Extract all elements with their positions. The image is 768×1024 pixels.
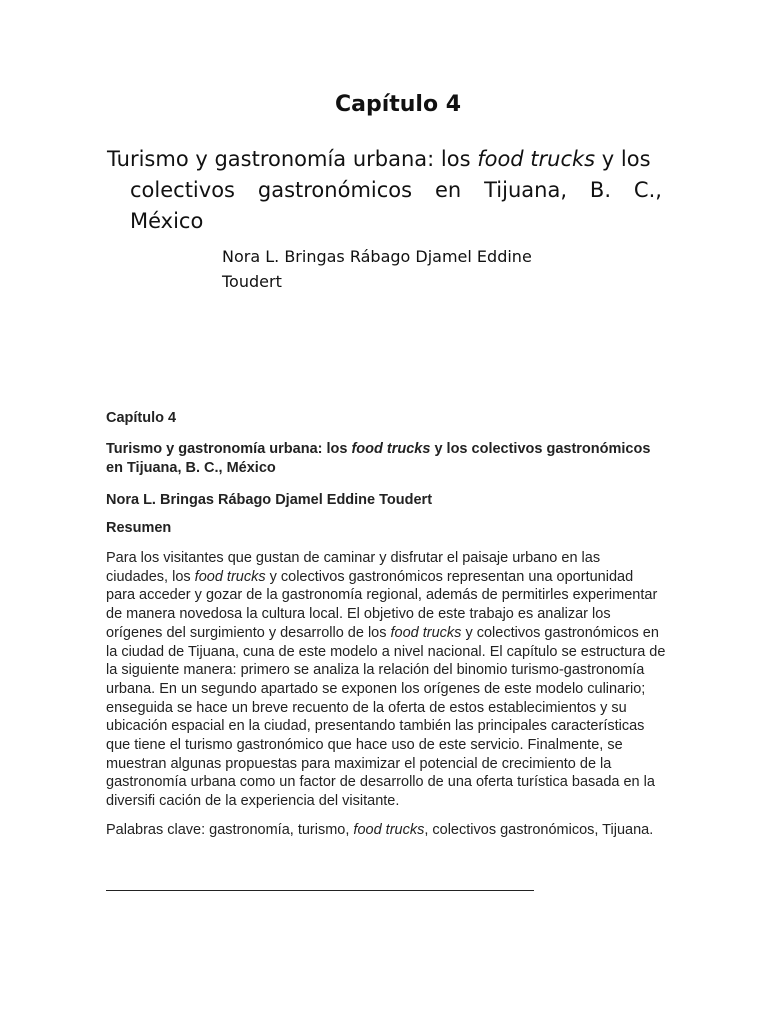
authors-line-2: Toudert bbox=[222, 272, 282, 291]
chapter-title-line-2 bbox=[107, 175, 662, 206]
body-text bbox=[106, 409, 666, 840]
chapter-title-text: Turismo y gastronomía urbana: los bbox=[107, 147, 478, 171]
title-word: C., bbox=[633, 178, 662, 202]
chapter-title-text-end: y los bbox=[595, 147, 651, 171]
title-word: en bbox=[434, 178, 462, 202]
title-word: gastronómicos bbox=[257, 178, 413, 202]
body-chapter-heading: Capítulo 4 bbox=[106, 410, 177, 426]
body-title-italic: food trucks bbox=[351, 441, 431, 457]
chapter-authors bbox=[222, 244, 532, 294]
chapter-title bbox=[107, 144, 667, 237]
abstract-italic: food trucks bbox=[390, 624, 462, 641]
resumen-heading: Resumen bbox=[106, 520, 172, 536]
body-authors: Nora L. Bringas Rábago Djamel Eddine Toudert bbox=[106, 492, 433, 508]
title-word: B. bbox=[589, 178, 612, 202]
keywords-text: , colectivos gastronómicos, Tijuana. bbox=[424, 821, 654, 838]
chapter-heading: Capítulo 4 bbox=[334, 92, 462, 117]
authors-line-1: Nora L. Bringas Rábago Djamel Eddine bbox=[222, 247, 532, 266]
keywords-italic: food trucks bbox=[353, 821, 425, 838]
chapter-title-line-3: México bbox=[130, 209, 204, 233]
footnote-separator bbox=[106, 890, 534, 891]
body-chapter-title bbox=[106, 440, 666, 478]
title-word: Tijuana, bbox=[484, 178, 568, 202]
body-title-text-end: y los colectivos gastronómicos en Tijuana, B. C., México bbox=[106, 441, 651, 476]
chapter-title-line-1 bbox=[107, 144, 667, 175]
body-title-text: Turismo y gastronomía urbana: los bbox=[106, 441, 352, 457]
abstract-paragraph bbox=[106, 549, 666, 811]
abstract-text: y colectivos gastronómicos en la ciudad de Tijuana, cuna de este modelo a nivel nacional. El capítulo se estructura de la siguiente manera: primero se analiza la relación del binomio turismo-gastronomía urbana. En un segundo apartado se exponen los orígenes de este modelo culinario; enseguida se hace un breve recuento de la oferta de estos establecimientos y su ubicación espacial en la ciudad, presentando también las principales características que tiene el turismo gastronómico que hace uso de este servicio. Finalmente, se muestran algunas propuestas para maximizar el potencial de crecimiento de la gastronomía urbana como un factor de desarrollo de una oferta turística basada en la diversifi cación de la experiencia del visitante. bbox=[106, 624, 666, 810]
keywords-text: Palabras clave: gastronomía, turismo, bbox=[106, 821, 354, 838]
abstract-text: y colectivos gastronómicos representan una oportunidad para acceder y gozar de la gastronomía regional, además de permitirles experimentar de manera novedosa la cultura local. El objetivo de este trabajo es analizar los orígenes del surgimiento y desarrollo de los bbox=[106, 568, 658, 641]
abstract-italic: food trucks bbox=[194, 568, 266, 585]
abstract-text: Para los visitantes que gustan de caminar y disfrutar el paisaje urbano en las ciudades, los bbox=[106, 550, 601, 585]
keywords-paragraph bbox=[106, 821, 666, 840]
title-word: colectivos bbox=[130, 178, 235, 202]
chapter-title-italic: food trucks bbox=[477, 147, 596, 171]
